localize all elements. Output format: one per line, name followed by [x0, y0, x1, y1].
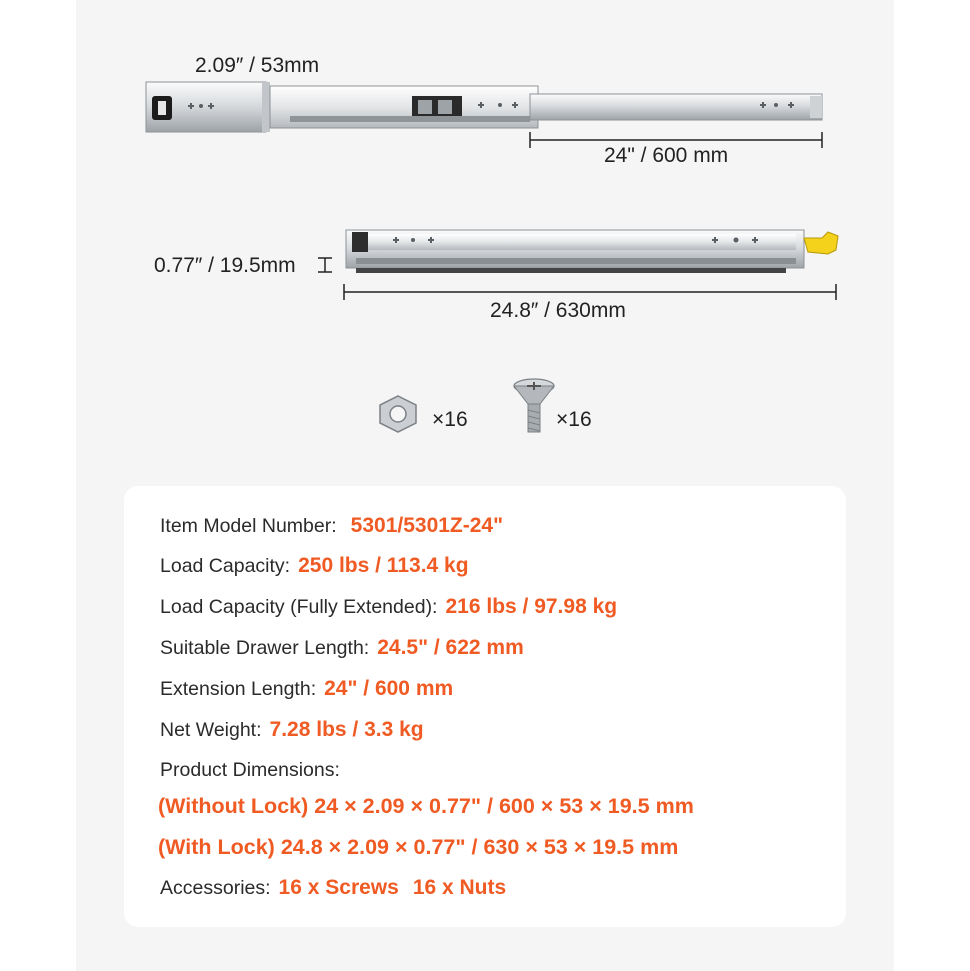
spec-load-capacity-extended [160, 595, 617, 619]
closed-slide-image [346, 230, 838, 273]
extended-length-label: 24" / 600 mm [604, 144, 729, 167]
extended-slide-image [146, 82, 822, 132]
closed-length-dimension-line [344, 284, 836, 300]
dimensions-without-lock: (Without Lock) 24 × 2.09 × 0.77" / 600 × 53 × 19.5 mm [158, 794, 694, 818]
spec-label: Load Capacity: [160, 555, 291, 577]
spec-label: Suitable Drawer Length: [160, 637, 370, 659]
spec-label: Net Weight: [160, 719, 262, 741]
height-dimension-marker [318, 258, 332, 272]
hex-nut-icon [380, 396, 416, 432]
spec-label: Extension Length: [160, 678, 317, 700]
spec-label: Load Capacity (Fully Extended): [160, 596, 438, 618]
spec-value-nuts: 16 x Nuts [412, 876, 507, 899]
spec-card [124, 486, 846, 927]
nut-count-label: ×16 [432, 408, 468, 431]
spec-label: Item Model Number: [160, 515, 337, 537]
spec-value-screws: 16 x Screws [278, 876, 399, 899]
spec-product-dimensions [160, 759, 340, 782]
spec-label: Product Dimensions: [160, 759, 340, 781]
spec-value: 5301/5301Z-24" [350, 514, 504, 537]
spec-drawer-length [160, 636, 524, 660]
spec-net-weight [160, 718, 424, 742]
spec-label: Accessories: [160, 877, 271, 899]
spec-model [160, 514, 503, 538]
dimensions-with-lock: (With Lock) 24.8 × 2.09 × 0.77" / 630 × 53 × 19.5 mm [158, 835, 679, 859]
spec-value: 216 lbs / 97.98 kg [445, 595, 618, 618]
spec-value: 250 lbs / 113.4 kg [298, 554, 469, 577]
screw-count-label: ×16 [556, 408, 592, 431]
spec-extension-length [160, 677, 453, 701]
spec-value: 24.5" / 622 mm [377, 636, 524, 659]
spec-value: 7.28 lbs / 3.3 kg [269, 718, 424, 741]
width-dimension-label: 2.09″ / 53mm [195, 54, 320, 77]
height-dimension-label: 0.77″ / 19.5mm [154, 254, 296, 277]
spec-load-capacity [160, 554, 469, 578]
screw-icon [514, 379, 554, 432]
spec-value: 24" / 600 mm [324, 677, 454, 700]
spec-accessories [160, 876, 506, 900]
closed-length-label: 24.8″ / 630mm [490, 299, 626, 322]
